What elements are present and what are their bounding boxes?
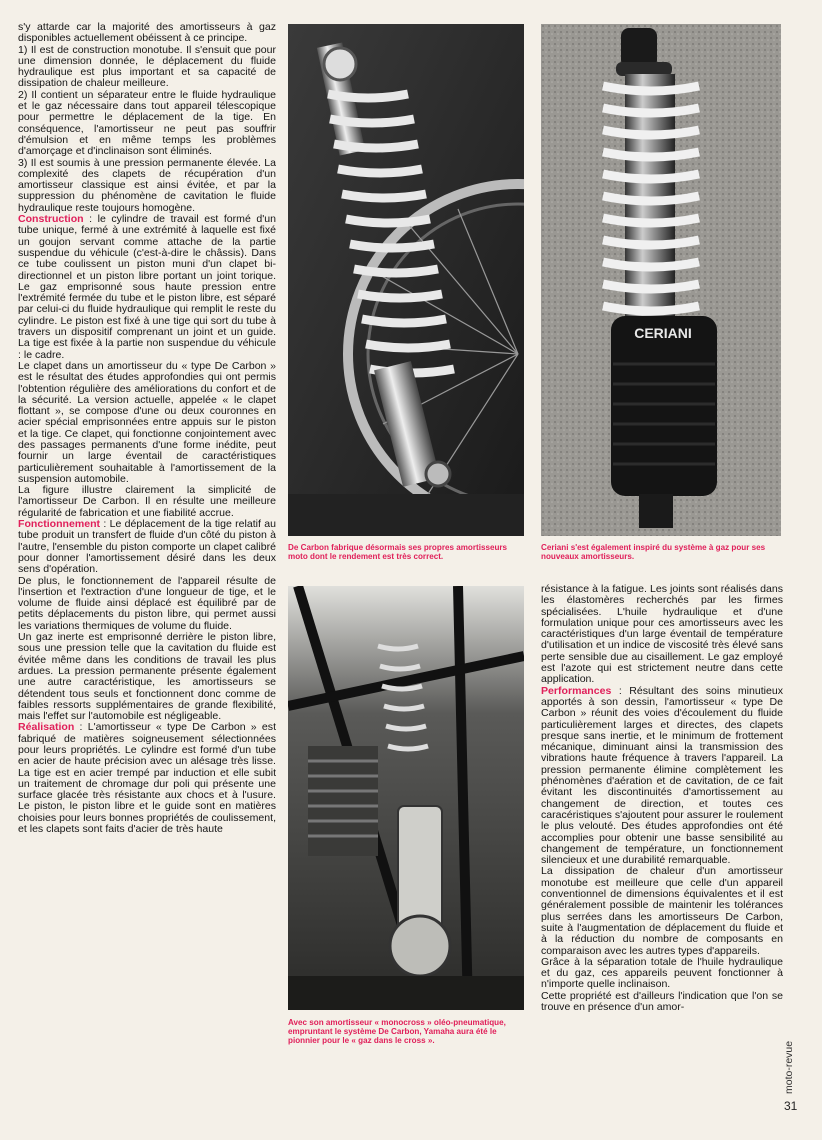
section-heading-realisation: Réalisation — [18, 721, 75, 734]
paragraph: Un gaz inerte est emprisonné derrière le piston libre, sous une pression telle que la cavitation du fluide est évitée même dans les conditions de travail les plus ardues. La pression permanente présente également une autre caractéristique, les amortisseurs se détendent tous seuls et fonctionnent donc comme de faibles ressorts supplémentaires de grande flexibilité, mais l'effet sur l'automobile est négligeable. — [18, 631, 276, 723]
photo-ceriani-shock — [541, 24, 781, 536]
photo-caption: Avec son amortisseur « monocross » oléo-pneumatique, empruntant le système De Carbon, Yamaha aura été le pionnier pour le « gaz dans le cross ». — [288, 1018, 506, 1045]
left-text-column — [18, 22, 276, 835]
paragraph — [541, 686, 783, 867]
section-text: : Résultant des soins minutieux apportés à son dessin, l'amortisseur « type De Carbon » réunit des voies d'écoulement du fluide particulièrement larges et directes, des clapets presque sans inertie, et le minimum de frottement mécanique, diminuant ainsi la transmission des vibrations haute fréquence à travers l'appareil. La pression permanente élimine complètement les phénomènes d'aération et de cavitation, de ce fait évitant les discontinuités d'amortissement au changement de direction, et toutes ces caracéristiques s'ajoutent pour assurer le roulement le plus velouté. Des études approfondies ont été accomplies pour obtenir une basse sensibilité au changement de température, un fonctionnement silencieux et une durabilité remarquable. — [541, 684, 783, 867]
paragraph: 2) Il contient un séparateur entre le fluide hydraulique et le gaz nécessaire dans tout appareil télescopique pour permettre le déplacement de la tige. En conséquence, l'amortisseur ne peut pas souffrir d'émulsion et en même temps les problèmes d'amorçage et d'inclinaison sont éliminés. — [18, 88, 276, 158]
paragraph: Cette propriété est d'ailleurs l'indication que l'on se trouve en présence d'un amor- — [541, 989, 783, 1013]
photo-yamaha-monocross — [288, 586, 524, 1010]
paragraph — [18, 722, 276, 835]
paragraph: Le clapet dans un amortisseur du « type De Carbon » est le résultat des études approfondies qui ont permis l'obtention régulière des améliorations du confort et de la sécurité. La version actuelle, appelée « le clapet flottant », se compose d'une ou deux couronnes en acier spécial emprisonnées entre appuis sur le piston et la tige. Ce clapet, qui fonctionne conjointement avec des passages permanents d'une forme inédite, peut fournir un large éventail de caractéristiques particulièrement souhaitable à l'amortissement de la suspension automobile. — [18, 359, 276, 485]
section-text: : L'amortisseur « type De Carbon » est fabriqué de matières soigneusement sélectionnées pour leurs propriétés. Le cylindre est formé d'un tube en acier de haute précision avec un alésage très lisse. La tige est en acier trempé par induction et elle subit un traitement de chromage dur poli qui présente une surface glacée très résistante aux chocs et à l'usure. Le piston, le piston libre et le guide sont en matières choisies pour leurs bonnes propriétés de coulissement, et les clapets sont faits d'acier de très haute — [18, 721, 276, 836]
section-heading-construction: Construction — [18, 213, 84, 226]
paragraph: s'y attarde car la majorité des amortisseurs à gaz disponibles actuellement obéissent à ce principe. — [18, 21, 276, 45]
magazine-name: moto-revue — [783, 1040, 795, 1094]
paragraph: résistance à la fatigue. Les joints sont réalisés dans les élastomères recherchés par les firmes spécialisées. L'huile hydraulique et d'une formulation unique pour ces amortisseurs avec les caractéristiques d'un large éventail de température d'utilisation et un indice de viscosité très élevé sans perte sensible due au cisaillement. Le gaz employé est l'azote qui est strictement neutre dans cette application. — [541, 583, 783, 686]
section-text: : le cylindre de travail est formé d'un tube unique, fermé à une extrémité à laquelle est fixé un goujon servant comme attache de la partie suspendue du véhicule (c'est-à-dire le châssis). Dans ce tube coulissent un piston muni d'un clapet bi-directionnel et un piston libre portant un joint torique. Le gaz emprisonné sous haute pression entre l'extrémité fermée du tube et le piston libre, est séparé par celui-ci du fluide hydraulique qui remplit le reste du cylindre. Le piston est fixé à une tige qui sort du tube à travers un dispositif comprenant un joint et un guide. La tige est fixée à la partie non suspendue du véhicule : le cadre. — [18, 213, 276, 361]
photo-caption: Ceriani s'est également inspiré du système à gaz pour ses nouveaux amortisseurs. — [541, 543, 766, 561]
photo-de-carbon-shock — [288, 24, 524, 536]
paragraph: 3) Il est soumis à une pression permanente élevée. La complexité des clapets de récupération d'un amortisseur classique est ainsi évitée, et par la suppression du phénomène de cavitation le fluide hydraulique reste toujours homogène. — [18, 156, 276, 214]
photo-caption: De Carbon fabrique désormais ses propres amortisseurs moto dont le rendement est très correct. — [288, 543, 508, 561]
page-number: 31 — [784, 1099, 798, 1113]
paragraph: La figure illustre clairement la simplicité de l'amortisseur De Carbon. Il en résulte une meilleure régularité de fabrication et une fiabilité accrue. — [18, 484, 276, 519]
section-text: : Le déplacement de la tige relatif au tube produit un transfert de fluide d'un côté du piston à l'autre, l'ensemble du piston comporte un clapet calibré pour donner l'amortissement désiré dans les deux sens d'opération. — [18, 518, 276, 576]
paragraph: De plus, le fonctionnement de l'appareil résulte de l'insertion et l'extraction d'une longueur de tige, et le volume de fluide ainsi déplacé est équilibré par de petits déplacements du piston libre, qui permet aussi les variations thermiques de volume du fluide. — [18, 574, 276, 632]
paragraph — [18, 214, 276, 361]
paragraph — [18, 519, 276, 575]
right-text-column — [541, 584, 783, 1013]
paragraph: La dissipation de chaleur d'un amortisseur monotube est meilleure que celle d'un appareil conventionnel de dimensions équivalentes et il est généralement possible de maintenir les tolérances plus serrées dans les amortisseurs De Carbon, suite à l'augmentation de déplacement du fluide et à la réduction du nombre de composants en comparaison avec les autres types d'appareils. — [541, 865, 783, 957]
section-heading-performances: Performances — [541, 684, 612, 697]
ceriani-label: CERIANI — [634, 325, 692, 341]
paragraph: 1) Il est de construction monotube. Il s'ensuit que pour une dimension donnée, le déplacement du fluide hydraulique est plus important et sa capacité de dissipation de chaleur meilleure. — [18, 43, 276, 90]
section-heading-fonctionnement: Fonctionnement — [18, 518, 101, 531]
paragraph: Grâce à la séparation totale de l'huile hydraulique et du gaz, ces appareils peuvent fonctionner à n'importe quelle inclinaison. — [541, 955, 783, 991]
